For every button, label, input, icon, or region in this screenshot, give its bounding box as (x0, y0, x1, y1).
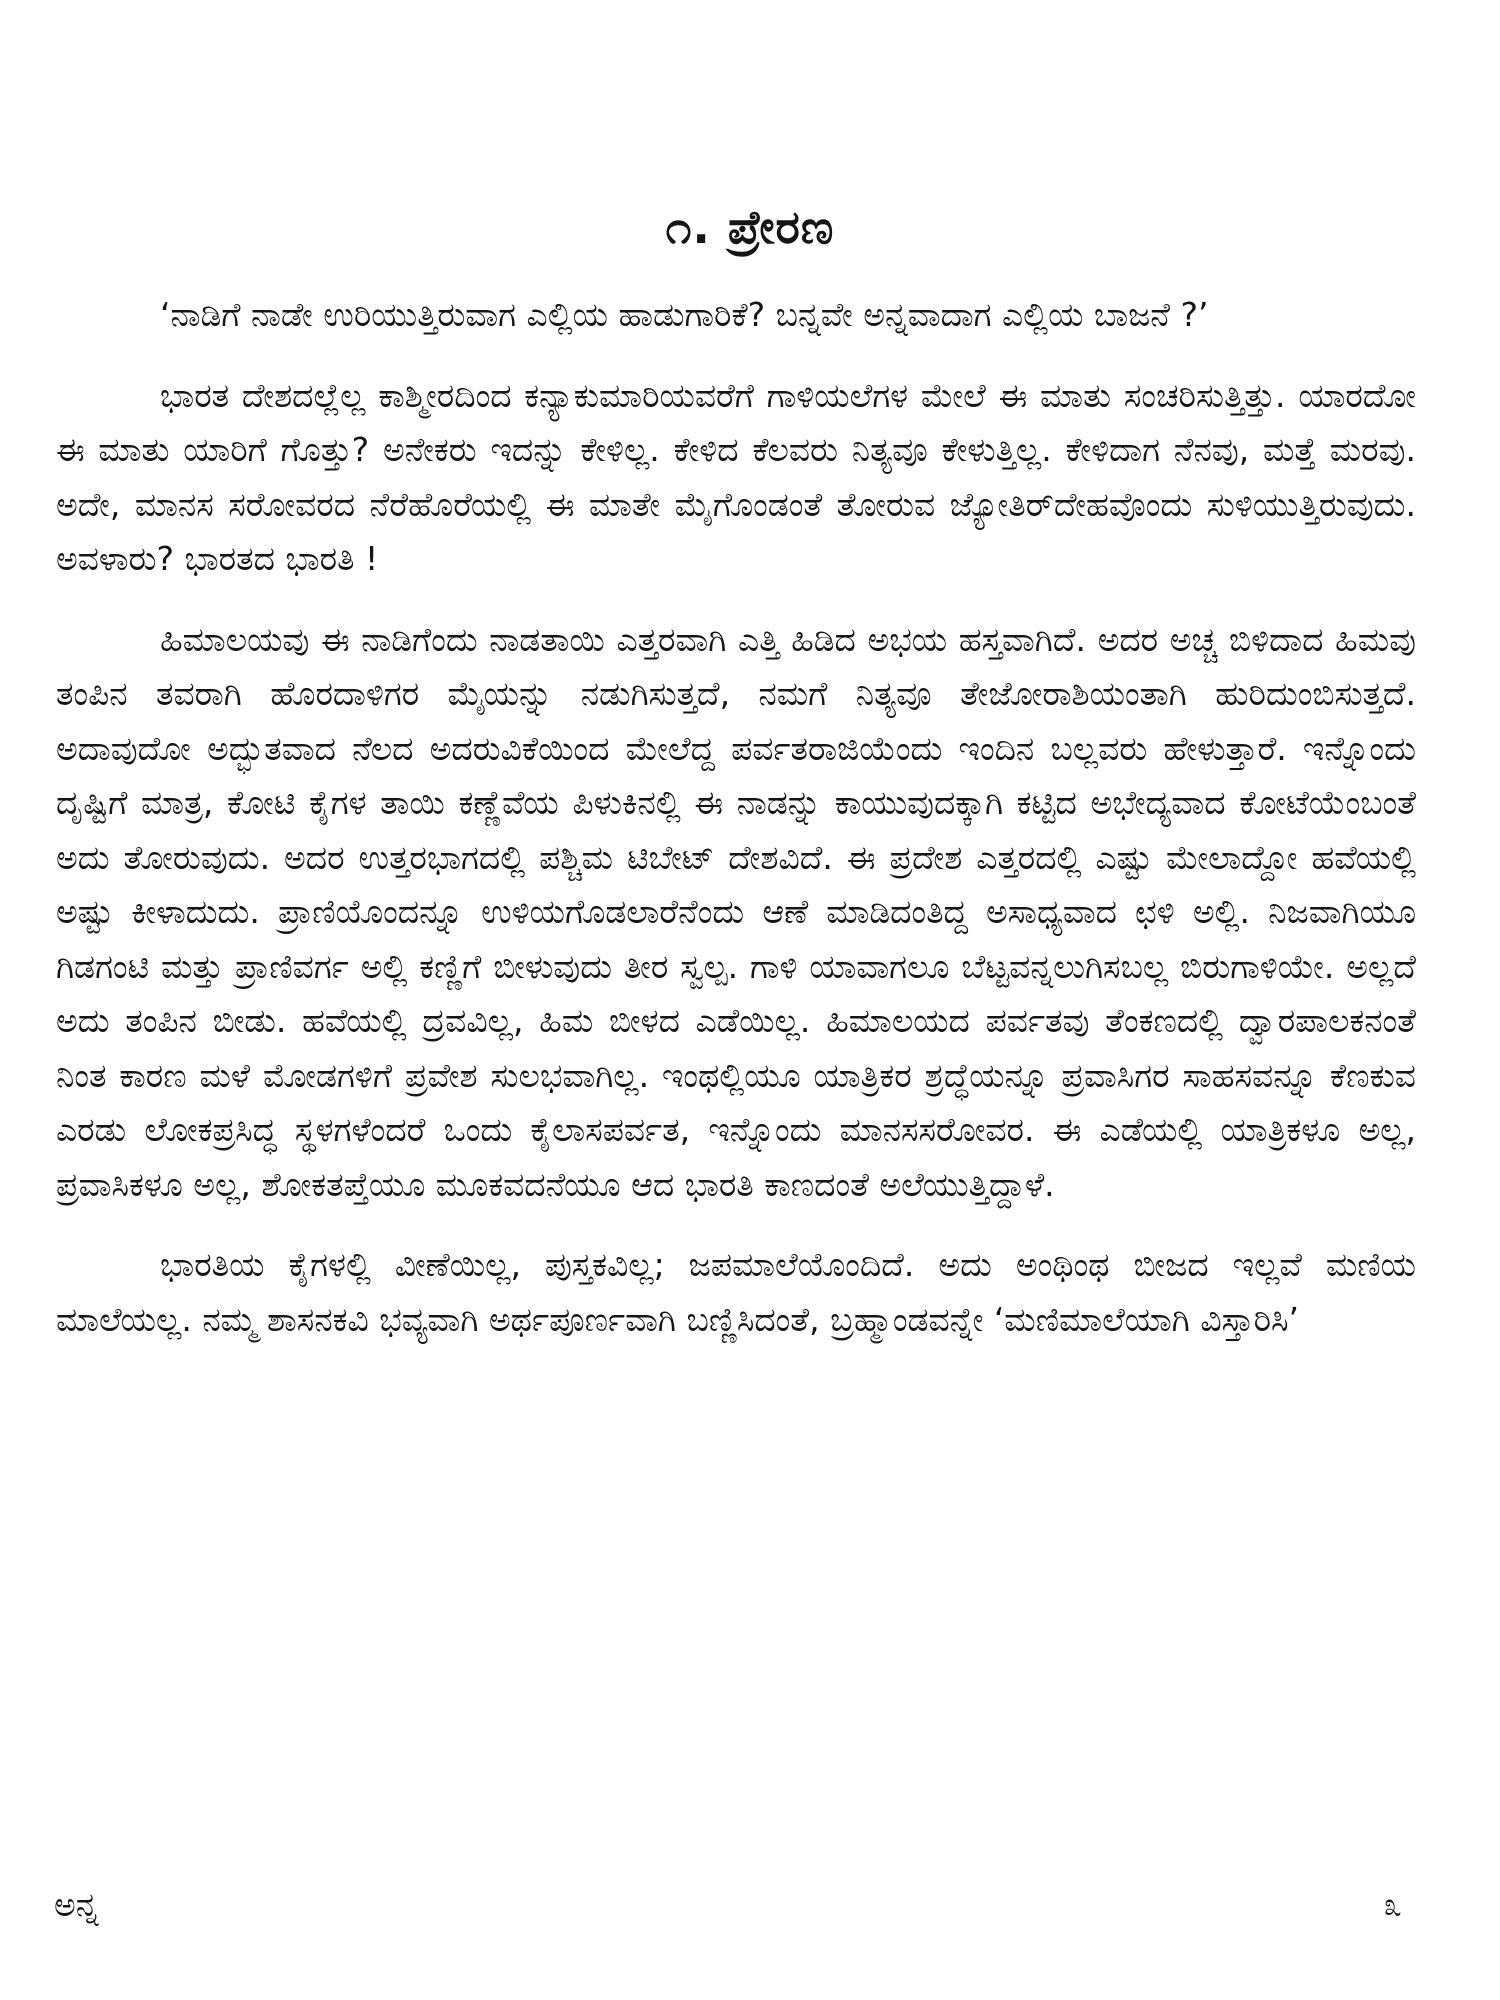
footer-running-title: ಅನ್ನ (54, 1885, 99, 1924)
page-number: ೩ (1383, 1885, 1402, 1924)
paragraph: ಭಾರತ ದೇಶದಲ್ಲೆಲ್ಲ ಕಾಶ್ಮೀರದಿಂದ ಕನ್ಯಾಕುಮಾರಿಯವರೆಗೆ ಗಾಳಿಯಲೆಗಳ ಮೇಲೆ ಈ ಮಾತು ಸಂಚರಿಸುತ್ತಿತ್ತು. ಯಾರದೋ ಈ ಮಾತು ಯಾರಿಗೆ ಗೊತ್ತು? ಅನೇಕರು ಇದನ್ನು ಕೇಳಿಲ್ಲ. ಕೇಳಿದ ಕೆಲವರು ನಿತ್ಯವೂ ಕೇಳುತ್ತಿಲ್ಲ. ಕೇಳಿದಾಗ ನೆನವು, ಮತ್ತೆ ಮರವು. ಅದೇ, ಮಾನಸ ಸರೋವರದ ನೆರೆಹೊರೆಯಲ್ಲಿ ಈ ಮಾತೇ ಮೈಗೊಂಡಂತೆ ತೋರುವ ಜ್ಯೋತಿರ್‌ದೇಹವೊಂದು ಸುಳಿಯುತ್ತಿರುವುದು. ಅವಳಾರು? ಭಾರತದ ಭಾರತಿ ! (56, 375, 1416, 578)
paragraph: ಭಾರತಿಯ ಕೈಗಳಲ್ಲಿ ವೀಣೆಯಿಲ್ಲ, ಪುಸ್ತಕವಿಲ್ಲ; ಜಪಮಾಲೆಯೊಂದಿದೆ. ಅದು ಅಂಥಿಂಥ ಬೀಜದ ಇಲ್ಲವೆ ಮಣಿಯ ಮಾಲೆಯಲ್ಲ. ನಮ್ಮ ಶಾಸನಕವಿ ಭವ್ಯವಾಗಿ ಅರ್ಥಪೂರ್ಣವಾಗಿ ಬಣ್ಣಿಸಿದಂತೆ, ಬ್ರಹ್ಮಾಂಡವನ್ನೇ ‘ಮಣಿಮಾಲೆಯಾಗಿ ವಿಸ್ತಾರಿಸಿ’ (56, 1245, 1416, 1339)
paragraph: ಹಿಮಾಲಯವು ಈ ನಾಡಿಗೆಂದು ನಾಡತಾಯಿ ಎತ್ತರವಾಗಿ ಎತ್ತಿ ಹಿಡಿದ ಅಭಯ ಹಸ್ತವಾಗಿದೆ. ಅದರ ಅಚ್ಚ ಬಿಳಿದಾದ ಹಿಮವು ತಂಪಿನ ತವರಾಗಿ ಹೊರದಾಳಿಗರ ಮೈಯನ್ನು ನಡುಗಿಸುತ್ತದೆ, ನಮಗೆ ನಿತ್ಯವೂ ತೇಜೋರಾಶಿಯಂತಾಗಿ ಹುರಿದುಂಬಿಸುತ್ತದೆ. ಅದಾವುದೋ ಅದ್ಭುತವಾದ ನೆಲದ ಅದರುವಿಕೆಯಿಂದ ಮೇಲೆದ್ದ ಪರ್ವತರಾಜಿಯೆಂದು ಇಂದಿನ ಬಲ್ಲವರು ಹೇಳುತ್ತಾರೆ. ಇನ್ನೊಂದು ದೃಷ್ಟಿಗೆ ಮಾತ್ರ, ಕೋಟಿ ಕೈಗಳ ತಾಯಿ ಕಣ್ಣೆವೆಯ ಪಿಳುಕಿನಲ್ಲಿ ಈ ನಾಡನ್ನು ಕಾಯುವುದಕ್ಕಾಗಿ ಕಟ್ಟಿದ ಅಭೇದ್ಯವಾದ ಕೋಟೆಯೆಂಬಂತೆ ಅದು ತೋರುವುದು. ಅದರ ಉತ್ತರಭಾಗದಲ್ಲಿ ಪಶ್ಚಿಮ ಟಿಬೇಟ್ ದೇಶವಿದೆ. ಈ ಪ್ರದೇಶ ಎತ್ತರದಲ್ಲಿ ಎಷ್ಟು ಮೇಲಾದ್ದೋ ಹವೆಯಲ್ಲಿ ಅಷ್ಟು ಕೀಳಾದುದು. ಪ್ರಾಣಿಯೊಂದನ್ನೂ ಉಳಿಯಗೊಡಲಾರೆನೆಂದು ಆಣೆ ಮಾಡಿದಂತಿದ್ದ ಅಸಾಧ್ಯವಾದ ಛಳಿ ಅಲ್ಲಿ. ನಿಜವಾಗಿಯೂ ಗಿಡಗಂಟಿ ಮತ್ತು ಪ್ರಾಣಿವರ್ಗ ಅಲ್ಲಿ ಕಣ್ಣಿಗೆ ಬೀಳುವುದು ತೀರ ಸ್ವಲ್ಪ. ಗಾಳಿ ಯಾವಾಗಲೂ ಬೆಟ್ಟವನ್ನಲುಗಿಸಬಲ್ಲ ಬಿರುಗಾಳಿಯೇ. ಅಲ್ಲದೆ ಅದು ತಂಪಿನ ಬೀಡು. ಹವೆಯಲ್ಲಿ ದ್ರವವಿಲ್ಲ, ಹಿಮ ಬೀಳದ ಎಡೆಯಿಲ್ಲ. ಹಿಮಾಲಯದ ಪರ್ವತವು ತೆಂಕಣದಲ್ಲಿ ದ್ವಾರಪಾಲಕನಂತೆ ನಿಂತ ಕಾರಣ ಮಳೆ ಮೋಡಗಳಿಗೆ ಪ್ರವೇಶ ಸುಲಭವಾಗಿಲ್ಲ. ಇಂಥಲ್ಲಿಯೂ ಯಾತ್ರಿಕರ ಶ್ರದ್ಧೆಯನ್ನೂ ಪ್ರವಾಸಿಗರ ಸಾಹಸವನ್ನೂ ಕೆಣಕುವ ಎರಡು ಲೋಕಪ್ರಸಿದ್ಧ ಸ್ಥಳಗಳೆಂದರೆ ಒಂದು ಕೈಲಾಸಪರ್ವತ, ಇನ್ನೊಂದು ಮಾನಸಸರೋವರ. ಈ ಎಡೆಯಲ್ಲಿ ಯಾತ್ರಿಕಳೂ ಅಲ್ಲ, ಪ್ರವಾಸಿಕಳೂ ಅಲ್ಲ, ಶೋಕತಪ್ತೆಯೂ ಮೂಕವದನೆಯೂ ಆದ ಭಾರತಿ ಕಾಣದಂತೆ ಅಲೆಯುತ್ತಿದ್ದಾಳೆ. (56, 619, 1416, 1204)
body-text (56, 288, 1416, 1347)
chapter-title: ೧. ಪ್ರೇರಣ (665, 200, 835, 254)
paragraph: ‘ನಾಡಿಗೆ ನಾಡೇ ಉರಿಯುತ್ತಿರುವಾಗ ಎಲ್ಲಿಯ ಹಾಡುಗಾರಿಕೆ? ಬನ್ನವೇ ಅನ್ನವಾದಾಗ ಎಲ್ಲಿಯ ಬಾಜನೆ ?’ (160, 295, 1209, 334)
